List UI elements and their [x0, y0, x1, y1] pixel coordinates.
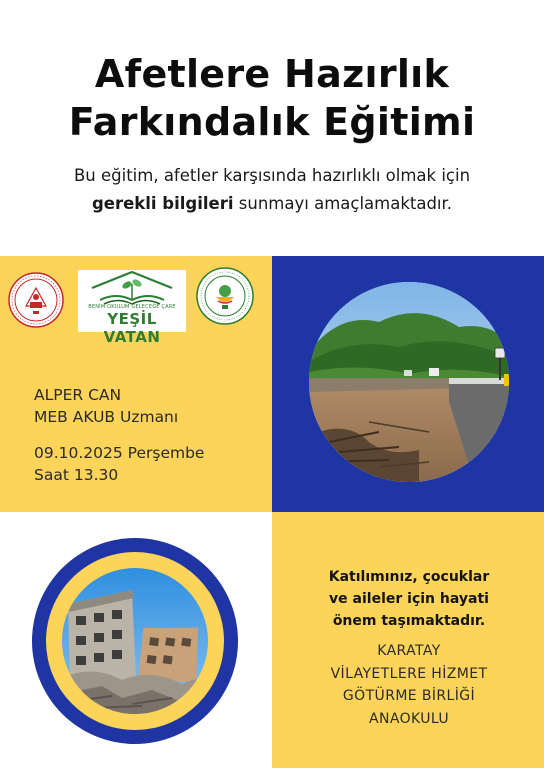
organization-name: [296, 640, 522, 730]
intro-line-1: Bu eğitim, afetler karşısında hazırlıklı olmak için: [73, 166, 471, 185]
message-line-3: önem taşımaktadır.: [332, 613, 486, 629]
yesil-vatan-small-text: BENİM OKULUM GELECEĞE ÇARE: [88, 304, 176, 310]
org-line-2: VİLAYETLERE HİZMET: [330, 665, 488, 682]
page-title: [0, 50, 544, 146]
speaker-title: MEB AKUB Uzmanı: [34, 408, 179, 426]
speaker-info: [34, 384, 178, 428]
intro-rest: sunmayı amaçlamaktadır.: [233, 194, 453, 213]
yesil-vatan-logo: [78, 270, 186, 346]
org-line-4: ANAOKULU: [368, 710, 449, 727]
schedule-info: [34, 442, 204, 486]
title-line-2: Farkındalık Eğitimi: [68, 100, 476, 144]
event-time: Saat 13.30: [34, 466, 119, 484]
org-line-1: KARATAY: [377, 643, 441, 659]
speaker-name: ALPER CAN: [34, 386, 122, 404]
organization-seal-icon: [196, 267, 254, 325]
message-line-2: ve aileler için hayati: [329, 591, 489, 607]
event-date: 09.10.2025 Perşembe: [34, 444, 205, 462]
earthquake-photo: [62, 568, 208, 714]
org-line-3: GÖTÜRME BİRLİĞİ: [342, 688, 476, 704]
flood-photo: [309, 282, 509, 482]
participation-message: [296, 566, 522, 632]
intro-bold: gerekli bilgileri: [91, 194, 234, 213]
intro-line-2: [0, 190, 544, 218]
message-line-1: Katılımınız, çocuklar: [328, 569, 490, 585]
yesil-vatan-big-text: YEŞİL VATAN: [103, 310, 161, 346]
title-line-1: Afetlere Hazırlık: [94, 52, 450, 96]
intro-text: [0, 162, 544, 218]
ministry-seal-icon: [8, 272, 64, 328]
